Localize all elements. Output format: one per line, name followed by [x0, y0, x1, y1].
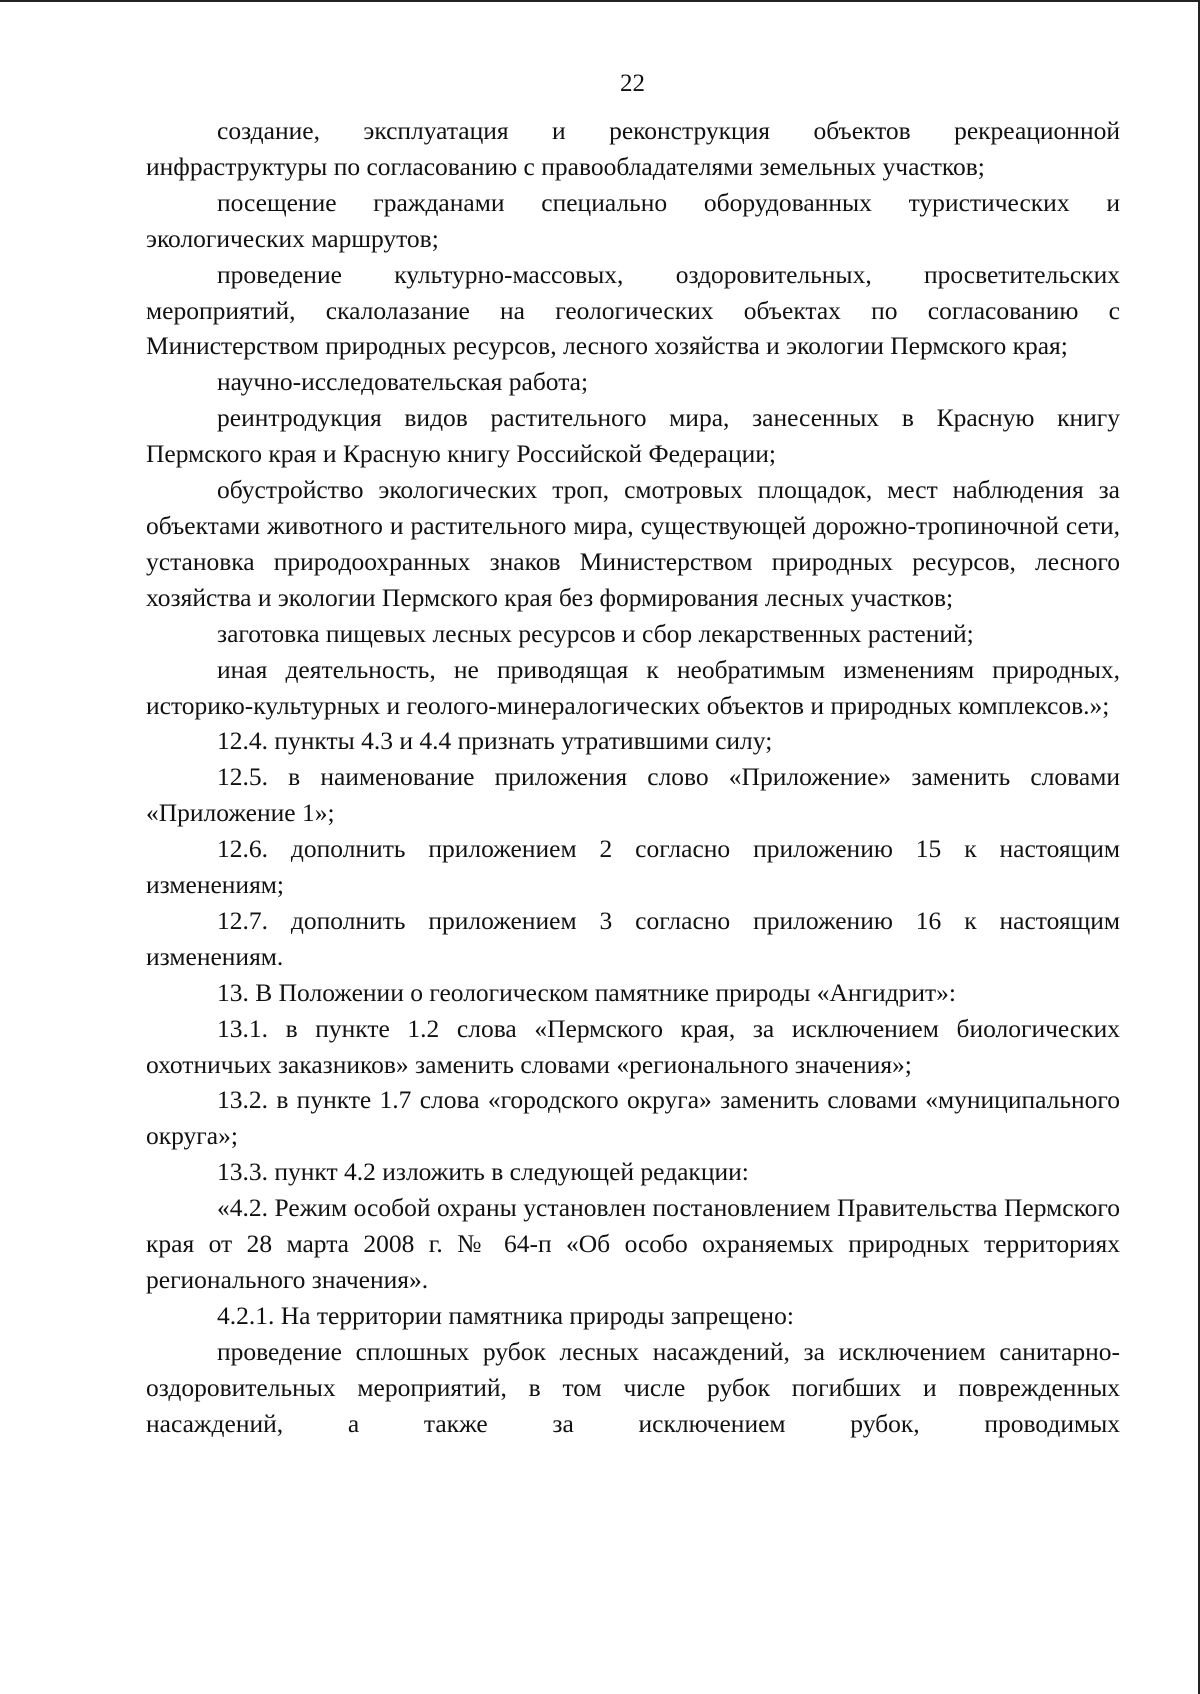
paragraph: 4.2.1. На территории памятника природы запрещено:: [217, 1300, 794, 1330]
paragraph: 12.4. пункты 4.3 и 4.4 признать утратившими силу;: [217, 726, 773, 756]
paragraph: проведение сплошных рубок лесных насаждений, за исключением санитарно-оздоровительных мероприятий, в том числе рубок погибших и поврежденных насаждений, а также за исключением рубок, проводимых: [146, 1336, 1120, 1438]
paragraph: 13.3. пункт 4.2 изложить в следующей редакции:: [217, 1157, 749, 1187]
paragraph: проведение культурно-массовых, оздоровительных, просветительских мероприятий, скалолазание на геологических объектах по согласованию с Министерством природных ресурсов, лесного хозяйства и экологии Пермского края;: [146, 259, 1120, 361]
paragraph: 13.2. в пункте 1.7 слова «городского округа» заменить словами «муниципального округа»;: [146, 1085, 1120, 1151]
paragraph: 12.7. дополнить приложением 3 согласно приложению 16 к настоящим изменениям.: [146, 905, 1120, 971]
paragraph: «4.2. Режим особой охраны установлен постановлением Правительства Пермского края от 28 марта 2008 г. № 64-п «Об особо охраняемых природных территориях регионального значения».: [146, 1193, 1120, 1294]
paragraph: 13. В Положении о геологическом памятнике природы «Ангидрит»:: [217, 977, 957, 1007]
paragraph: научно-исследовательская работа;: [217, 367, 589, 397]
paragraph: 12.6. дополнить приложением 2 согласно приложению 15 к настоящим изменениям;: [146, 834, 1120, 900]
paragraph: обустройство экологических троп, смотровых площадок, мест наблюдения за объектами животного и растительного мира, существующей дорожно-тропиночной сети, установка природоохранных знаков Министерством природных ресурсов, лесного хозяйства и экологии Пермского края без формирования лесных участков;: [146, 475, 1120, 612]
paragraph: иная деятельность, не приводящая к необратимым изменениям природных, историко-культурных и геолого-минералогических объектов и природных комплексов.»;: [146, 654, 1120, 720]
paragraph: посещение гражданами специально оборудованных туристических и экологических маршрутов;: [146, 187, 1120, 253]
paragraph: реинтродукция видов растительного мира, занесенных в Красную книгу Пермского края и Красную книгу Российской Федерации;: [146, 403, 1120, 469]
paragraph: заготовка пищевых лесных ресурсов и сбор лекарственных растений;: [217, 618, 974, 648]
paragraph: создание, эксплуатация и реконструкция объектов рекреационной инфраструктуры по согласованию с правообладателями земельных участков;: [146, 116, 1120, 181]
paragraph: 13.1. в пункте 1.2 слова «Пермского края, за исключением биологических охотничьих заказников» заменить словами «регионального значения»;: [146, 1013, 1120, 1079]
scan-edge-top: [0, 0, 1200, 2]
page-number: 22: [620, 70, 645, 97]
paragraph: 12.5. в наименование приложения слово «Приложение» заменить словами «Приложение 1»;: [146, 762, 1120, 828]
document-body: [146, 113, 1120, 1442]
